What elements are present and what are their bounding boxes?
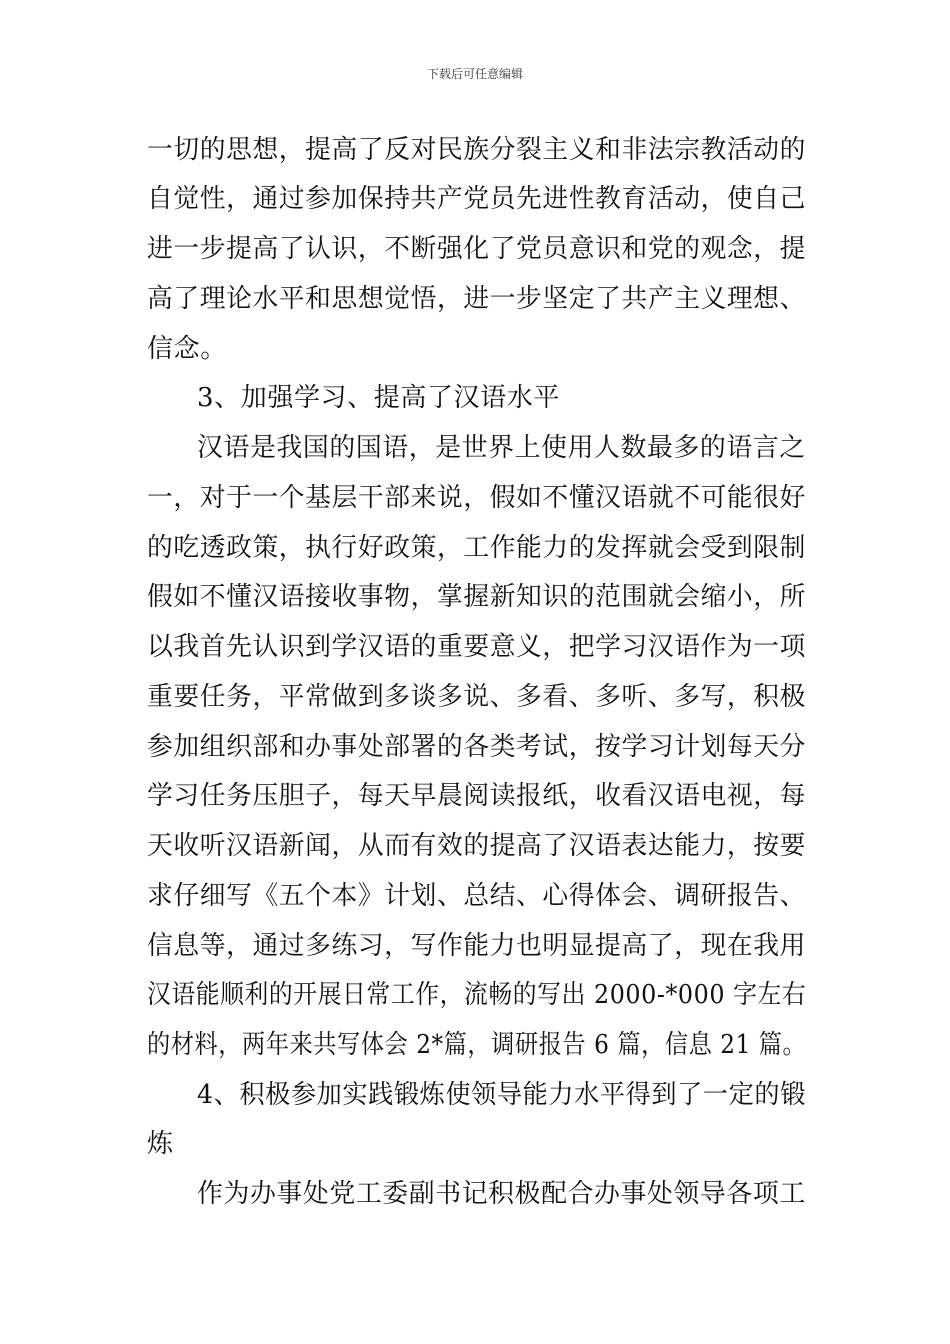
body-line: 以我首先认识到学汉语的重要意义，把学习汉语作为一项 xyxy=(147,632,807,662)
body-line: 重要任务，平常做到多谈多说、多看、多听、多写，积极 xyxy=(147,682,807,712)
body-line: 自觉性，通过参加保持共产党员先进性教育活动，使自己 xyxy=(147,184,807,214)
body-line: 的吃透政策，执行好政策，工作能力的发挥就会受到限制 xyxy=(147,533,807,563)
paragraph-start-line: 汉语是我国的国语，是世界上使用人数最多的语言之 xyxy=(197,433,806,463)
body-line: 一切的思想，提高了反对民族分裂主义和非法宗教活动的 xyxy=(147,135,807,165)
body-line: 信息等，通过多练习，写作能力也明显提高了，现在我用 xyxy=(147,931,807,961)
body-line: 高了理论水平和思想觉悟，进一步坚定了共产主义理想、 xyxy=(147,284,807,314)
body-line: 进一步提高了认识，不断强化了党员意识和党的观念，提 xyxy=(147,234,807,264)
body-line: 炼 xyxy=(147,1129,174,1159)
body-line: 汉语能顺利的开展日常工作，流畅的写出 2000-*000 字左右 xyxy=(147,980,807,1010)
body-line: 求仔细写《五个本》计划、总结、心得体会、调研报告、 xyxy=(147,881,807,911)
paragraph-start-line: 作为办事处党工委副书记积极配合办事处领导各项工 xyxy=(197,1179,806,1209)
section-heading: 4、积极参加实践锻炼使领导能力水平得到了一定的锻 xyxy=(197,1080,806,1110)
section-heading: 3、加强学习、提高了汉语水平 xyxy=(197,383,560,413)
body-line: 参加组织部和办事处部署的各类考试，按学习计划每天分 xyxy=(147,732,807,762)
body-line: 一，对于一个基层干部来说，假如不懂汉语就不可能很好 xyxy=(147,483,807,513)
body-line: 信念。 xyxy=(147,334,227,364)
body-line: 学习任务压胆子，每天早晨阅读报纸，收看汉语电视，每 xyxy=(147,781,807,811)
body-line: 假如不懂汉语接收事物，掌握新知识的范围就会缩小，所 xyxy=(147,582,807,612)
body-line: 的材料，两年来共写体会 2*篇，调研报告 6 篇，信息 21 篇。 xyxy=(147,1030,807,1060)
body-line: 天收听汉语新闻，从而有效的提高了汉语表达能力，按要 xyxy=(147,831,807,861)
page-header: 下载后可任意编辑 xyxy=(426,67,523,81)
